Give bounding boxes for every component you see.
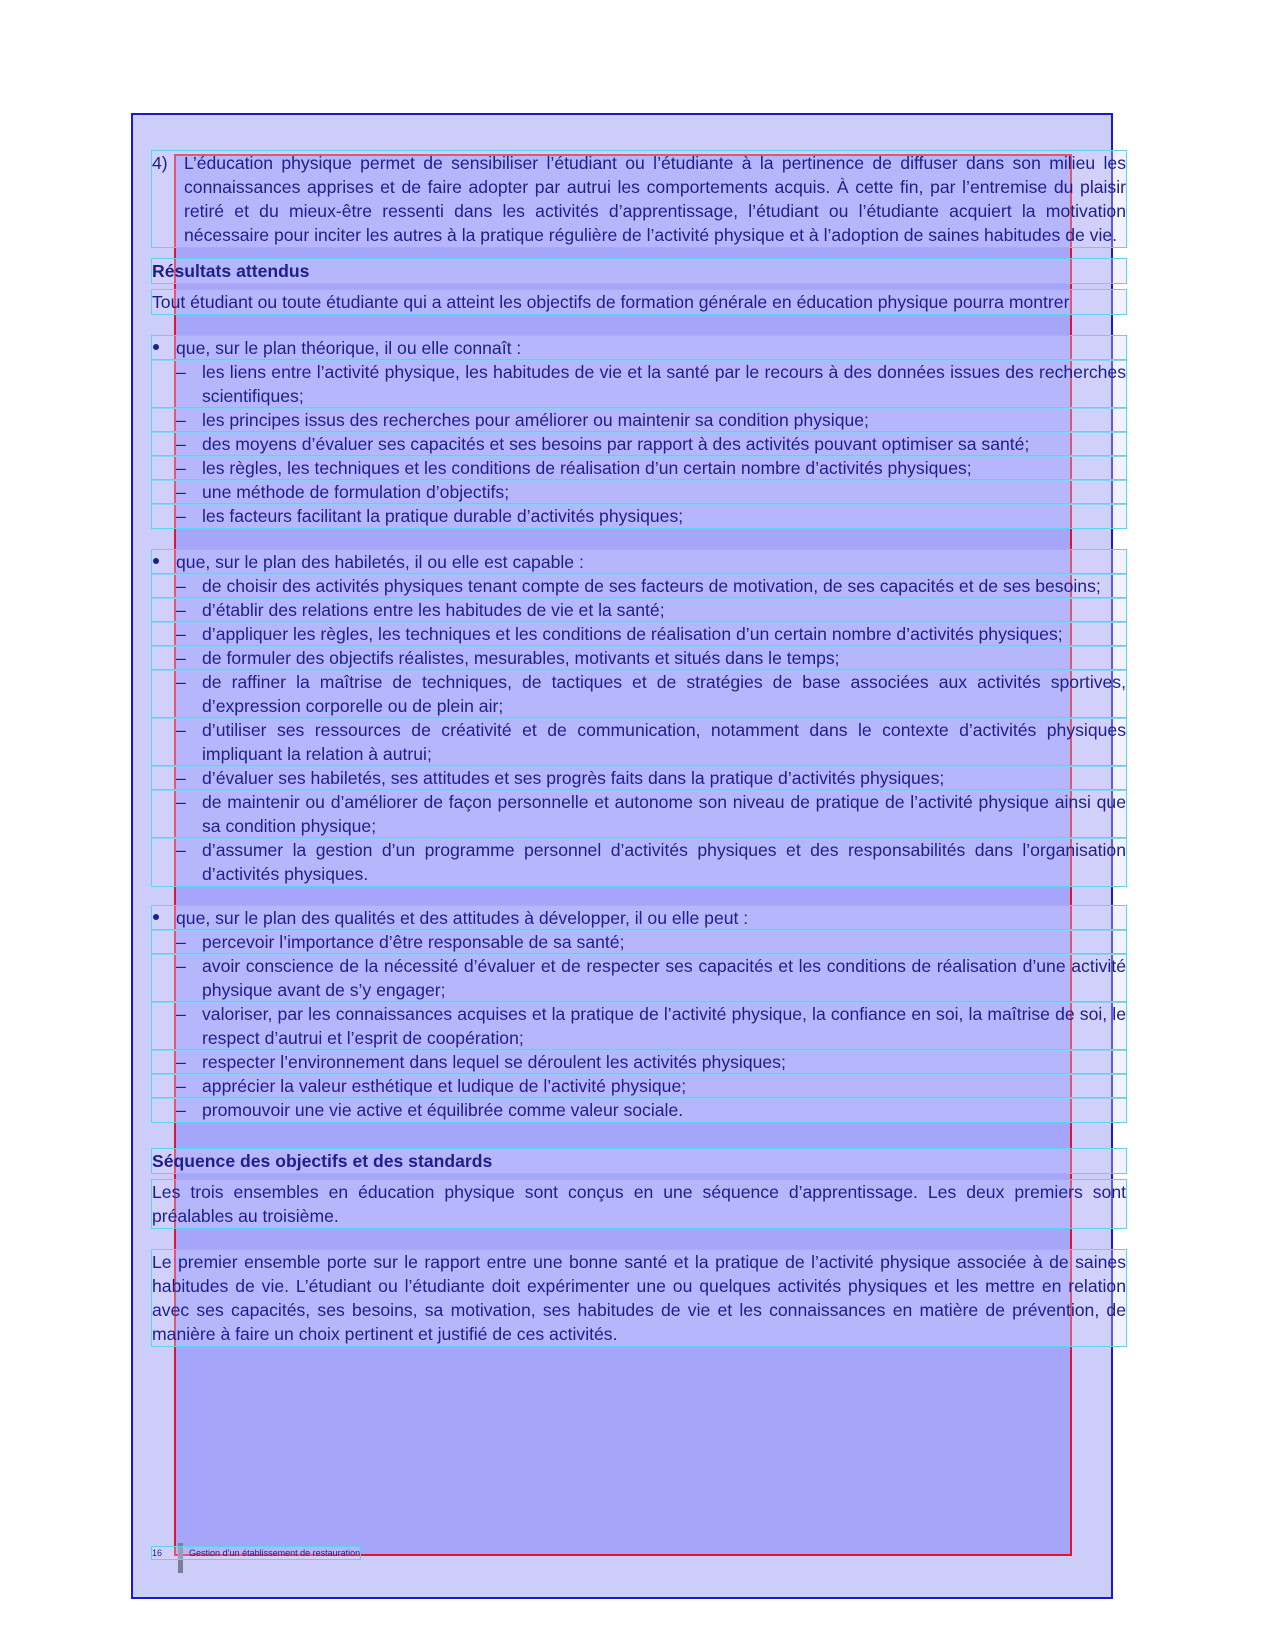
footer-title: Gestion d’un établissement de restauration: [189, 1548, 361, 1558]
attitudes-section: [152, 906, 1126, 1122]
attitudes-lead: que, sur le plan des qualités et des attitudes à développer, il ou elle peut :: [152, 906, 1126, 930]
paragraph-4-text: L’éducation physique permet de sensibiliser l’étudiant ou l’étudiante à la pertinence de diffuser dans son milieu les connaissances apprises et de faire adopter par autrui les comportements acquis. À cette fin, par l’entremise du plaisir retiré et du mieux-être ressenti dans les activités d’apprentissage, l’étudiant ou l’étudiante acquiert la motivation nécessaire pour inciter les autres à la pratique régulière de l’activité physique et à l’adoption de saines habitudes de vie.: [184, 153, 1126, 245]
attitudes-list: [152, 930, 1126, 1122]
list-item: – apprécier la valeur esthétique et ludique de l’activité physique;: [152, 1074, 1126, 1098]
paragraph-number: 4): [152, 153, 168, 173]
list-item: – respecter l’environnement dans lequel se déroulent les activités physiques;: [152, 1050, 1126, 1074]
theory-lead: que, sur le plan théorique, il ou elle connaît :: [152, 336, 1126, 360]
list-item: – d’appliquer les règles, les techniques et les conditions de réalisation d’un certain nombre d’activités physiques;: [152, 622, 1126, 646]
page-number: 16: [152, 1548, 163, 1558]
sequence-paragraph-1: Les trois ensembles en éducation physique sont conçus en une séquence d’apprentissage. Les deux premiers sont préalables au troisième.: [152, 1182, 1126, 1226]
page-footer: [152, 1547, 360, 1559]
theory-list: [152, 360, 1126, 528]
theory-section: [152, 336, 1126, 528]
paragraph-4: [152, 151, 1126, 247]
skills-lead: que, sur le plan des habiletés, il ou elle est capable :: [152, 550, 1126, 574]
list-item: – de raffiner la maîtrise de techniques, de tactiques et de stratégies de base associées aux activités sportives, d’expression corporelle ou de plein air;: [152, 670, 1126, 718]
skills-list: [152, 574, 1126, 886]
list-item: – une méthode de formulation d’objectifs;: [152, 480, 1126, 504]
list-item: – des moyens d’évaluer ses capacités et ses besoins par rapport à des activités pouvant optimiser sa santé;: [152, 432, 1126, 456]
list-item: – les facteurs facilitant la pratique durable d’activités physiques;: [152, 504, 1126, 528]
document-body: [152, 151, 1126, 1346]
list-item: – de choisir des activités physiques tenant compte de ses facteurs de motivation, de ses capacités et de ses besoins;: [152, 574, 1126, 598]
list-item: – les règles, les techniques et les conditions de réalisation d’un certain nombre d’activités physiques;: [152, 456, 1126, 480]
sequence-paragraph-2: Le premier ensemble porte sur le rapport entre une bonne santé et la pratique de l’activité physique associée à de saines habitudes de vie. L’étudiant ou l’étudiante doit expérimenter une ou quelques activités physiques et les mettre en relation avec ses capacités, ses besoins, sa motivation, ses habitudes de vie et les connaissances en matière de prévention, de manière à faire un choix pertinent et justifié de ces activités.: [152, 1252, 1126, 1344]
list-item: – les liens entre l’activité physique, les habitudes de vie et la santé par le recours à des données issues des recherches scientifiques;: [152, 360, 1126, 408]
list-item: – d’évaluer ses habiletés, ses attitudes et ses progrès faits dans la pratique d’activités physiques;: [152, 766, 1126, 790]
skills-section: [152, 550, 1126, 886]
list-item: – valoriser, par les connaissances acquises et la pratique de l’activité physique, la confiance en soi, la maîtrise de soi, le respect d’autrui et l’esprit de coopération;: [152, 1002, 1126, 1050]
list-item: – avoir conscience de la nécessité d’évaluer et de respecter ses capacités et les conditions de réalisation d’une activité physique avant de s’y engager;: [152, 954, 1126, 1002]
list-item: – de maintenir ou d’améliorer de façon personnelle et autonome son niveau de pratique de l’activité physique ainsi que sa condition physique;: [152, 790, 1126, 838]
list-item: – percevoir l’importance d’être responsable de sa santé;: [152, 930, 1126, 954]
list-item: – d’établir des relations entre les habitudes de vie et la santé;: [152, 598, 1126, 622]
list-item: – d’utiliser ses ressources de créativité et de communication, notamment dans le contexte d’activités physiques impliquant la relation à autrui;: [152, 718, 1126, 766]
results-heading: Résultats attendus: [152, 259, 1126, 283]
list-item: – d’assumer la gestion d’un programme personnel d’activités physiques et des responsabilités dans l’organisation d’activités physiques.: [152, 838, 1126, 886]
list-item: – promouvoir une vie active et équilibrée comme valeur sociale.: [152, 1098, 1126, 1122]
list-item: – de formuler des objectifs réalistes, mesurables, motivants et situés dans le temps;: [152, 646, 1126, 670]
results-intro: Tout étudiant ou toute étudiante qui a atteint les objectifs de formation générale en éducation physique pourra montrer: [152, 290, 1126, 314]
list-item: – les principes issus des recherches pour améliorer ou maintenir sa condition physique;: [152, 408, 1126, 432]
sequence-heading: Séquence des objectifs et des standards: [152, 1149, 1126, 1173]
